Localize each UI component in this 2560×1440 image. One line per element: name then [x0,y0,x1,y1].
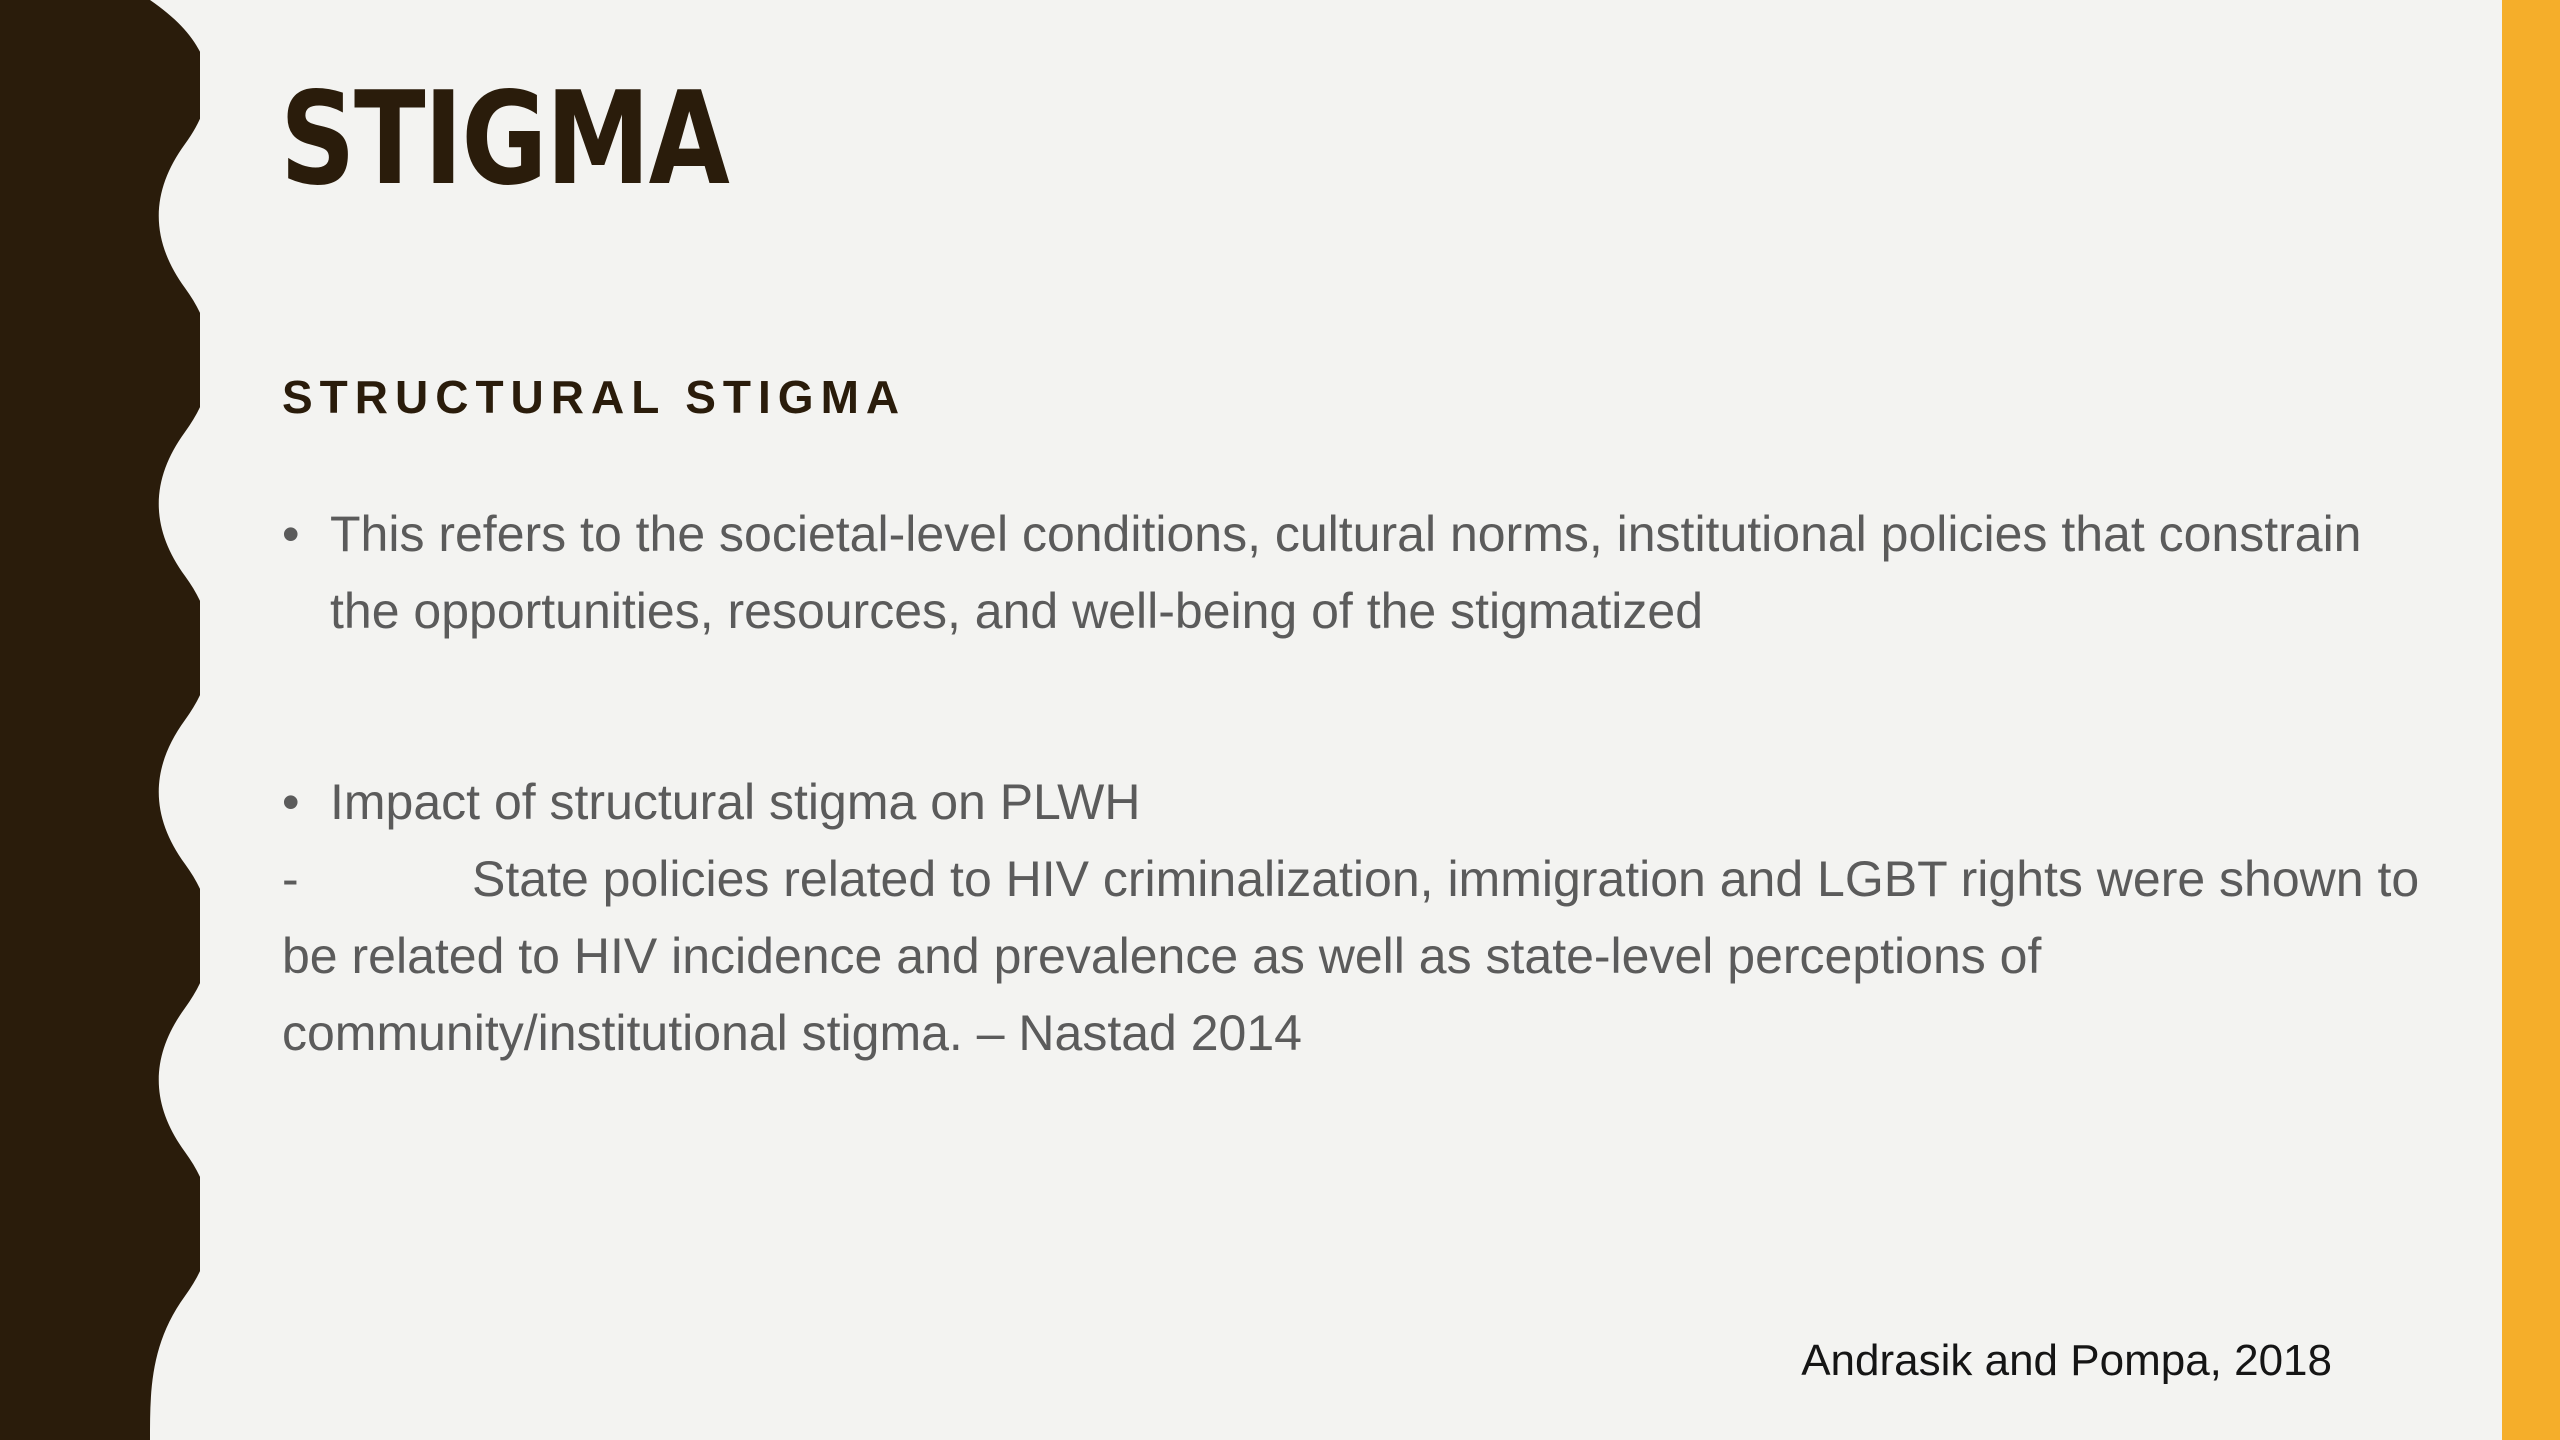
bullet-marker: • [282,774,300,830]
detail-dash: - [282,851,299,907]
wavy-side-band [0,0,200,1440]
slide-subtitle: STRUCTURAL STIGMA [282,371,907,423]
bullet-text: Impact of structural stigma on PLWH [330,774,1141,830]
bullet-item [282,764,2432,841]
detail-paragraph [282,841,2432,1072]
bullet-marker: • [282,506,300,562]
accent-bar [2502,0,2560,1440]
slide-body [282,496,2432,1072]
wavy-band-shape [0,0,200,1440]
slide-title: STIGMA [280,65,729,214]
citation: Andrasik and Pompa, 2018 [1801,1336,2332,1385]
bullet-item [282,496,2432,650]
bullet-text: This refers to the societal-level conditions, cultural norms, institutional policies that constrain the opportunities, resources, and well-being of the stigmatized [330,506,2362,639]
detail-text: State policies related to HIV criminalization, immigration and LGBT rights were shown to be related to HIV incidence and prevalence as well as state-level perceptions of community/institutional stigma. – Nastad 2014 [282,851,2420,1061]
